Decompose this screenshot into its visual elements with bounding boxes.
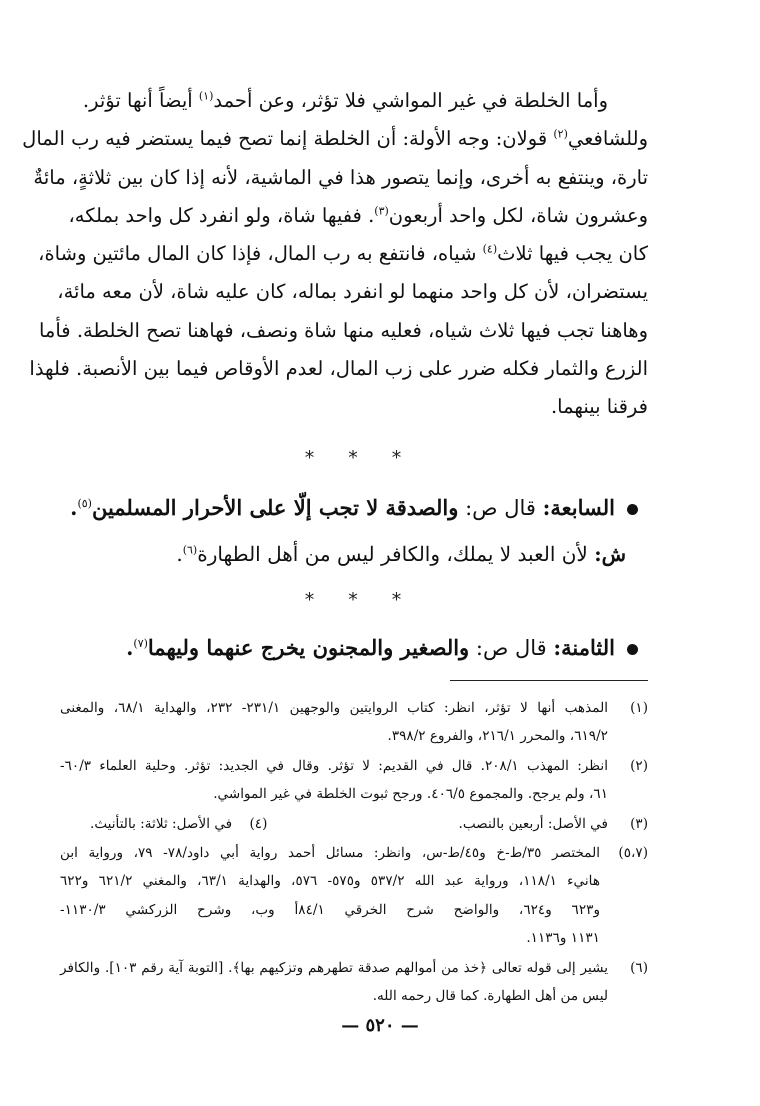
body-line-text: وعشرون شاة، لكل واحد أربعون xyxy=(388,203,648,227)
footnote-body xyxy=(60,694,608,751)
body-line-text: أيضاً أنها تؤثر. xyxy=(82,89,199,112)
issue-qal: قال ص: xyxy=(475,635,547,660)
issue-qal: قال ص: xyxy=(465,495,536,520)
issue-seventh xyxy=(72,493,648,523)
issue-text: والصدقة لا تجب إلّا على الأحرار المسلمين xyxy=(91,494,459,520)
main-paragraph xyxy=(22,82,648,427)
footnote-line: انظر: المهذب ٢٠٨/١. قال في القديم: لا تؤثر. وقال في الجديد: تؤثر. وحلية العلماء ٦٠/٣- xyxy=(60,757,608,774)
footnote-line: يشير إلى قوله تعالى ﴿خذ من أموالهم صدقة تطهرهم وتزكيهم بها﴾. [التوبة آية رقم ١٠٣]. والكافر xyxy=(60,959,609,976)
footnote-number: (٥،٧) xyxy=(618,845,648,862)
footnote-ref-1: (١) xyxy=(198,89,214,103)
footnote-5-7 xyxy=(60,839,648,953)
footnote-ref-6: (٦) xyxy=(182,543,198,557)
footnote-4 xyxy=(90,810,267,838)
body-line-4 xyxy=(68,197,648,235)
body-line-text: وأما الخلطة في غير المواشي فلا تؤثر، وعن أحمد xyxy=(213,89,608,112)
page-content xyxy=(22,82,648,1005)
footnote-line: ١١٣١ و١١٣٦. xyxy=(526,930,600,947)
body-line-1 xyxy=(72,82,648,120)
body-line-7: وهاهنا تجب فيها ثلاث شياه، فعليه منها شاة ونصف، فهاهنا تصح الخلطة. فأما xyxy=(38,318,648,342)
footnote-ref-7: (٧) xyxy=(133,636,148,650)
footnote-1 xyxy=(60,694,648,751)
issue-text: والصغير والمجنون يخرج عنهما وليهما xyxy=(147,634,470,660)
footnote-4-text: في الأصل: ثلاثة: بالتأنيث. xyxy=(90,815,233,832)
body-line-text: وللشافعي xyxy=(567,127,648,151)
issue-heading: السابعة: xyxy=(542,494,615,520)
issue-end: . xyxy=(70,494,78,520)
footnote-2 xyxy=(60,752,648,809)
footnote-ref-5: (٥) xyxy=(77,496,92,510)
body-line-text: كان يجب فيها ثلاث xyxy=(497,242,648,266)
body-line-8: الزرع والثمار فكله ضرر على زب المال، لعدم الأوقاص فيما بين الأنصبة. فلهذا xyxy=(29,357,648,381)
bullet-icon xyxy=(627,644,638,655)
section-separator: * * * xyxy=(304,446,416,469)
section-separator: * * * xyxy=(304,588,416,611)
footnote-3-4 xyxy=(60,810,648,838)
sharh-line xyxy=(72,539,648,569)
footnote-body xyxy=(60,839,600,953)
body-line-text: قولان: وجه الأولة: أن الخلطة إنما تصح فيما يستضر فيه رب المال xyxy=(22,127,554,151)
footnote-line: المذهب أنها لا تؤثر، انظر: كتاب الروايتين والوجهين ٢٣١/١- ٢٣٢، والهداية ٦٨/١، والمغنى xyxy=(60,700,609,716)
footnote-line: ٦١٩/٢، والمحرر ٢١٦/١، والفروع ٣٩٨/٢. xyxy=(387,728,608,745)
body-line-2 xyxy=(22,120,648,158)
footnote-number: (٦) xyxy=(630,959,648,976)
bullet-icon xyxy=(627,504,638,515)
body-line-5 xyxy=(38,235,648,273)
footnote-line: المختصر ٣٥/ط-خ و٤٥/ط-س، وانظر: مسائل أحمد رواية أبي داود/٧٨- ٧٩، ورواية ابن xyxy=(60,845,601,862)
issue-end: . xyxy=(126,634,134,660)
footnote-body xyxy=(60,954,608,1011)
sharh-label: ش: xyxy=(594,541,626,566)
footnote-line: هانيء ١١٨/١، ورواية عبد الله ٥٣٧/٢ و٥٧٥- ٥٧٦، والهداية ٦٣/١، والمغني ٦٢١/٢ و٦٢٢ xyxy=(60,873,600,890)
sharh-end: . xyxy=(176,541,183,566)
footnote-ref-2: (٢) xyxy=(553,127,568,141)
body-line-text: شياه، فانتفع به رب المال، فإذا كان المال مائتين وشاة، xyxy=(38,242,483,266)
footnote-6 xyxy=(60,954,648,1011)
body-line-6: يستضران، لأن كل واحد منهما لو انفرد بماله، كان عليه شاة، لأن معه مائة، xyxy=(57,280,648,304)
footnote-3-text: في الأصل: أربعين بالنصب. xyxy=(458,815,608,832)
body-line-9: فرقنا بينهما. xyxy=(550,395,648,419)
footnote-number: (٢) xyxy=(630,757,648,774)
page-number: — ٥٢٠ — xyxy=(341,1015,419,1036)
footnote-body xyxy=(60,752,608,809)
footnote-line: و٦٢٣ و٦٢٤، والواضح شرح الخرقي ٨٤/١أ وب، وشرح الزركشي ١١٣٠/٣- xyxy=(60,901,601,918)
footnote-ref-3: (٣) xyxy=(374,204,389,218)
body-line-3: تارة، وينتفع به أخرى، وإنما يتصور هذا في الماشية، لأنه إذا كان بين ثلاثةٍ، مائةٌ xyxy=(33,165,648,189)
footnote-line: ليس من أهل الطهارة. كما قال رحمه الله. xyxy=(372,988,608,1005)
footnote-body xyxy=(60,810,608,838)
footnote-number: (٣) xyxy=(630,815,648,832)
issue-eighth xyxy=(72,633,648,663)
sharh-text: لأن العبد لا يملك، والكافر ليس من أهل الطهارة xyxy=(197,541,588,566)
issue-heading: الثامنة: xyxy=(553,634,615,660)
footnote-line: ٦١، ولم يرجح. والمجموع ٤٠٦/٥. ورجح ثبوت الخلطة في غير المواشي. xyxy=(213,786,608,803)
body-line-text: . ففيها شاة، ولو انفرد كل واحد بملكه، xyxy=(68,203,375,227)
footnote-number: (٤) xyxy=(249,815,268,832)
footnotes xyxy=(60,694,648,1011)
footnote-number: (١) xyxy=(630,700,648,716)
footnote-divider xyxy=(450,680,648,681)
footnote-ref-4: (٤) xyxy=(482,242,498,256)
